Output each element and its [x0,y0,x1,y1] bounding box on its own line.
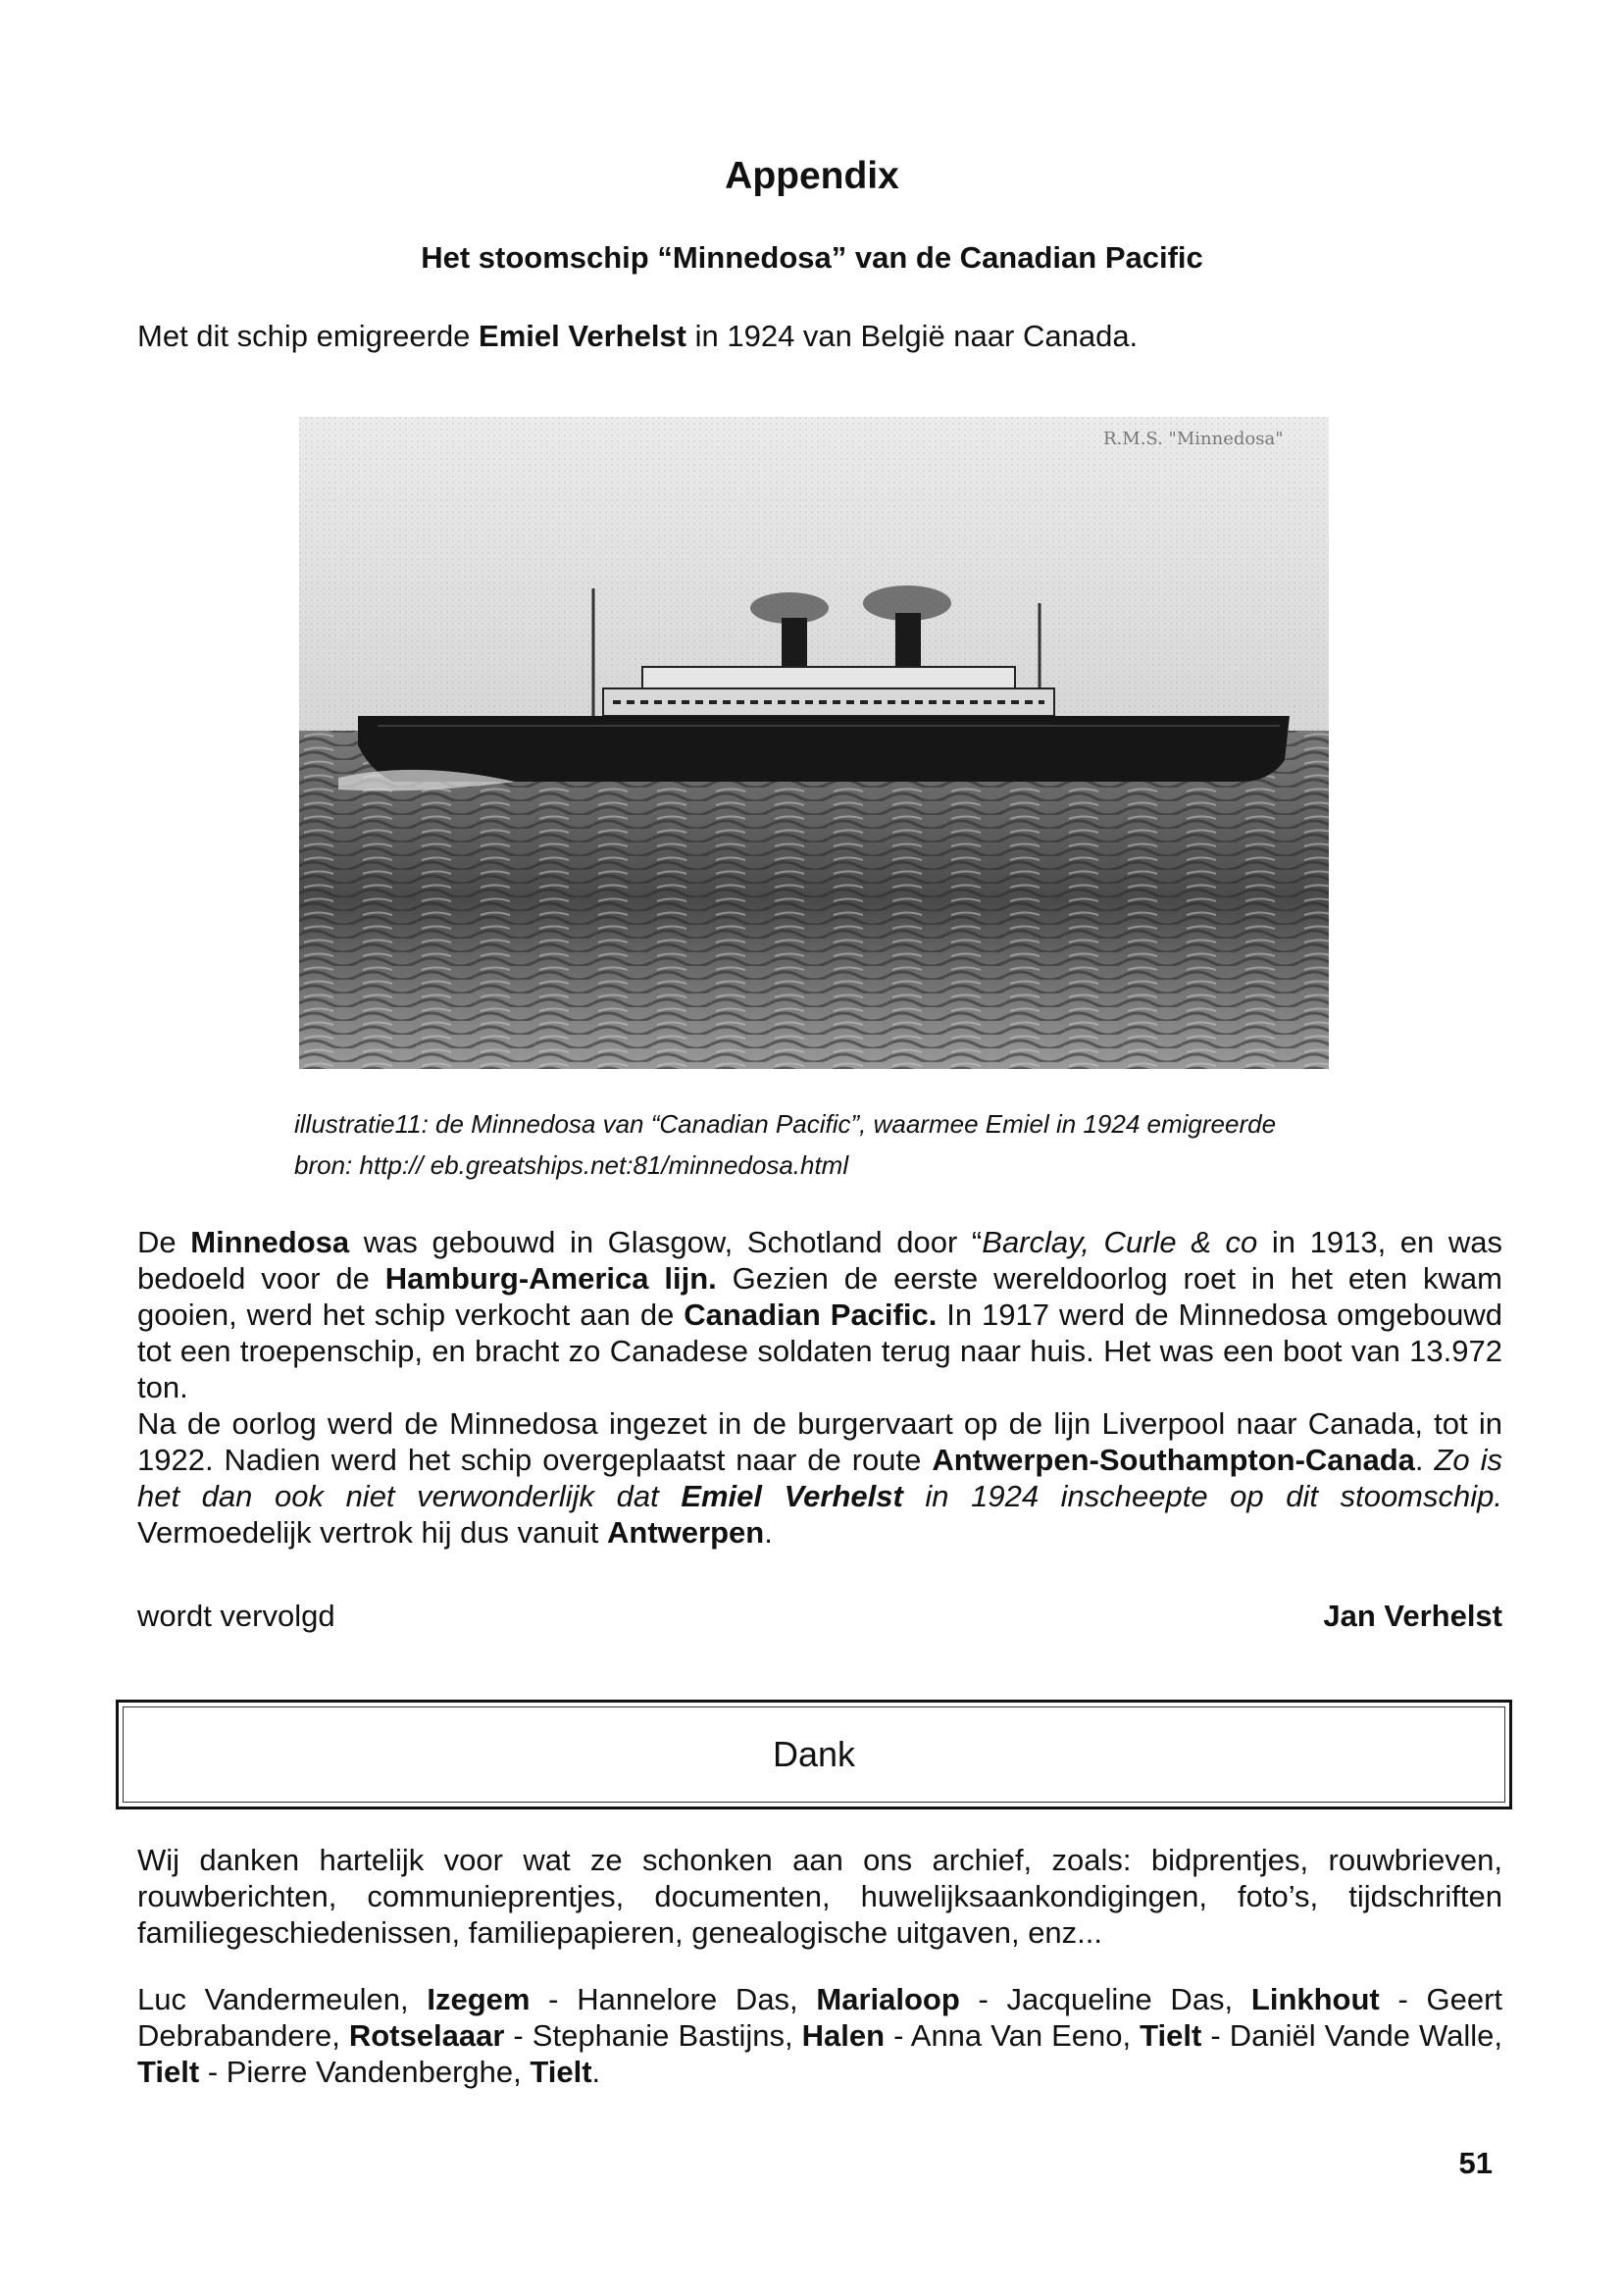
figure-caption [294,1103,1276,1186]
dank-title: Dank [772,1734,856,1774]
thanks-paragraph: Wij danken hartelijk voor wat ze schonken aan ons archief, zoals: bidprentjes, rouwbrieven, rouwberichten, communieprentjes, documenten, huwelijksaankondigingen, foto’s, tijdschriften familiegeschiedenissen, familiepapieren, genealogische uitgaven, enz... [137,1843,1502,1950]
article-body [137,1224,1502,1551]
paragraph: De Minnedosa was gebouwd in Glasgow, Schotland door “Barclay, Curle & co in 1913, en was bedoeld voor de Hamburg-America lijn. Gezien de eerste wereldoorlog roet in het eten kwam gooien, werd het schip verkocht aan de Canadian Pacific. In 1917 werd de Minnedosa omgebouwd tot een troepenschip, en bracht zo Canadese soldaten terug naar huis. Het was een boot van 13.972 ton. [137,1225,1503,1404]
donor: Jacqueline Das, Linkhout - [1006,1982,1427,2016]
donor: Luc Vandermeulen, Izegem - [137,1982,578,2016]
intro-sentence: Met dit schip emigreerde Emiel Verhelst in 1924 van België naar Canada. [137,319,1139,353]
section-subtitle: Het stoomschip “Minnedosa” van de Canadian Pacific [421,240,1203,275]
author-name: Jan Verhelst [1323,1599,1502,1633]
donor: Anna Van Eeno, Tielt - [910,2018,1230,2053]
upper-deck [642,667,1015,688]
donor-list [137,1981,1502,2090]
donor: Daniël Vande Walle, Tielt - [137,2018,1502,2089]
page-title: Appendix [725,155,899,197]
donor: Geert Debrabandere, Rotselaaar - [137,1982,1503,2053]
paragraph: Na de oorlog werd de Minnedosa ingezet in de burgervaart op de lijn Liverpool naar Canada, tot in 1922. Nadien werd het schip overgeplaatst naar de route Antwerpen-Southampton-Canada. Zo is het dan ook niet verwonderlijk dat Emiel Verhelst in 1924 inscheepte op dit stoomschip. Vermoedelijk vertrok hij dus vanuit Antwerpen. [137,1406,1502,1550]
caption-source: bron: http:// eb.greatships.net:81/minnedosa.html [294,1150,849,1180]
page-number: 51 [1458,2146,1493,2180]
donor: Pierre Vandenberghe, Tielt. [226,2055,601,2089]
caption-line: illustratie11: de Minnedosa van “Canadian Pacific”, waarmee Emiel in 1924 emigreerde [294,1109,1277,1139]
donor: Stephanie Bastijns, Halen - [532,2018,911,2053]
ship-photo [299,417,1329,1069]
emigrant-name: Emiel Verhelst [479,319,686,353]
dank-header-box [116,1700,1512,1809]
photo-inscription: R.M.S. "Minnedosa" [1103,429,1284,449]
donor: Hannelore Das, Marialoop - [577,1982,1007,2016]
to-be-continued: wordt vervolgd [137,1599,335,1633]
